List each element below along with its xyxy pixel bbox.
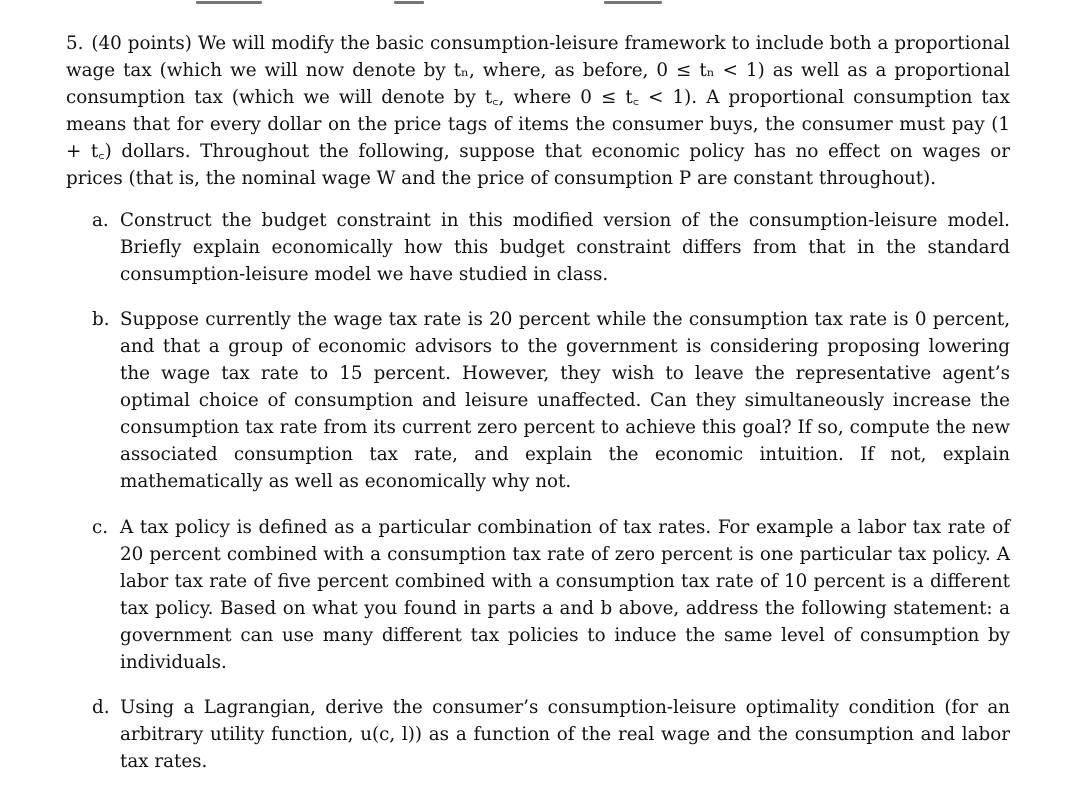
problem-5	[66, 30, 1010, 793]
part-b	[66, 306, 1010, 496]
part-a	[66, 207, 1010, 288]
problem-intro	[66, 30, 1010, 193]
problem-number: 5.	[66, 33, 84, 54]
previous-page-cutoff	[0, 0, 1090, 6]
part-label: b.	[92, 308, 110, 330]
part-c	[66, 514, 1010, 677]
part-label: c.	[92, 516, 109, 538]
part-text: Construct the budget constraint in this modified version of the consumption-leisure model. Briefly explain economically how this budget constraint differs from that in the standard consumption-leisure model we have studied in class.	[120, 209, 1010, 285]
problem-intro-text: (40 points) We will modify the basic consumption-leisure framework to include both a proportional wage tax (which we will now denote by tₙ, where, as before, 0 ≤ tₙ < 1) as well as a proportional consumption tax (which we will denote by t꜀, where 0 ≤ t꜀ < 1). A proportional consumption tax means that for every dollar on the price tags of items the consumer buys, the consumer must pay (1 + t꜀) dollars. Throughout the following, suppose that economic policy has no effect on wages or prices (that is, the nominal wage W and the price of consumption P are constant throughout).	[66, 33, 1010, 190]
problem-parts-list	[66, 207, 1010, 776]
part-label: d.	[92, 697, 110, 719]
part-d	[66, 694, 1010, 775]
part-text: Suppose currently the wage tax rate is 20 percent while the consumption tax rate is 0 percent, and that a group of economic advisors to the government is considering proposing lowering the wage tax rate to 15 percent. However, they wish to leave the representative agent’s optimal choice of consumption and leisure unaffected. Can they simultaneously increase the consumption tax rate from its current zero percent to achieve this goal? If so, compute the new associated consumption tax rate, and explain the economic intuition. If not, explain mathematically as well as economically why not.	[120, 308, 1010, 493]
part-text: A tax policy is defined as a particular combination of tax rates. For example a labor tax rate of 20 percent combined with a consumption tax rate of zero percent is one particular tax policy. A labor tax rate of five percent combined with a consumption tax rate of 10 percent is a different tax policy. Based on what you found in parts a and b above, address the following statement: a government can use many different tax policies to induce the same level of consumption by individuals.	[120, 516, 1010, 673]
part-label: a.	[92, 209, 109, 231]
part-text: Using a Lagrangian, derive the consumer’s consumption-leisure optimality condition (for an arbitrary utility function, u(c, l)) as a function of the real wage and the consumption and labor tax rates.	[120, 697, 1010, 773]
